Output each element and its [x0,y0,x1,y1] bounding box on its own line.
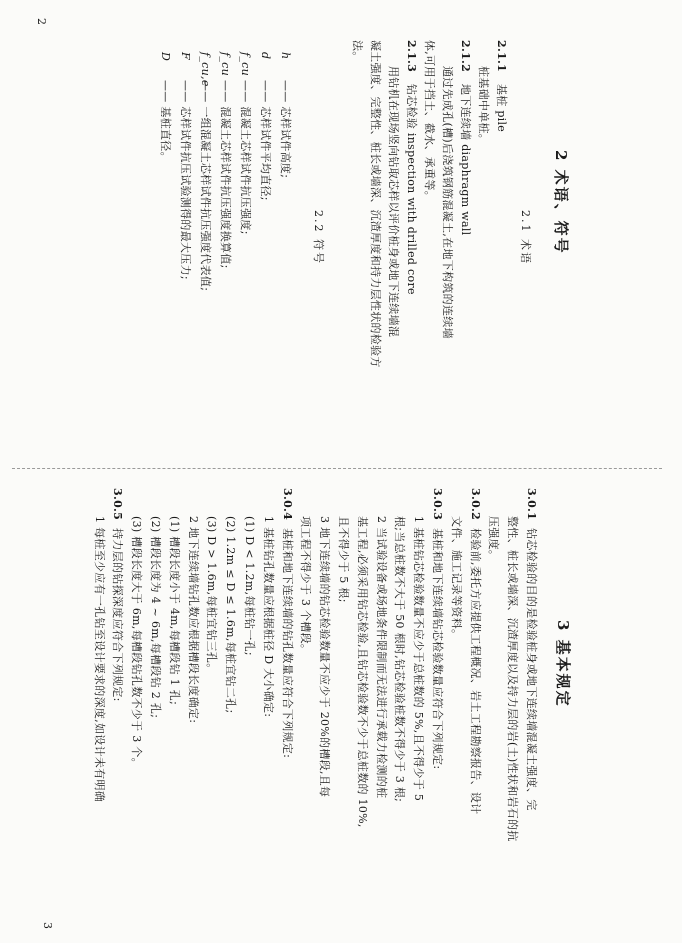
page-number: 2 [35,18,48,25]
clause-line [468,488,484,814]
clause-line [374,490,390,798]
clause-number: 2.1.3 [405,40,418,73]
clause-text: 检验前,委托方应提供工程概况、岩土工程勘察报告、设计 [468,528,482,815]
symbol: d [259,52,272,60]
term-heading: 基桩 pile [495,83,508,133]
term-2-1-1-body: 桩基础中单桩。 [477,66,490,146]
clause-line [411,490,427,801]
clause-line [223,490,239,713]
symbol-row [258,52,274,201]
symbol: D [159,52,172,62]
clause-line [261,490,277,717]
clause-text: (2) 1.2m ≤ D ≤ 1.6m,每桩宜钻二孔; [224,516,238,714]
symbol: f_cu [219,52,232,77]
symbol-description: —— 一组混凝土芯样试件抗压强度代表值; [199,80,212,292]
clause-text: 根;当总桩数不大于 50 根时,钻芯检验桩数不得少于 3 根; [393,516,407,803]
clause-number: 3.0.2 [468,488,482,521]
clause-number: 2.1.2 [459,40,472,73]
clause-number: 3.0.5 [111,488,125,521]
symbol-row [198,52,214,291]
clause-line [129,490,145,769]
chapter-3-title: 3 基本规定 [554,620,572,708]
symbol-row [278,52,294,178]
section-terms-heading: 2.1 术语 [519,210,532,265]
page-fold-divider [12,468,662,469]
clause-text: (1) D < 1.2m,每桩钻一孔; [243,516,256,656]
clause-text: 2 地下连续墙钻孔数应根据槽段长度确定: [186,516,200,724]
left-page [0,0,682,470]
chapter-2-title: 2 术语、符号 [552,150,570,255]
symbol-description: —— 基桩直径。 [159,80,172,163]
right-page [0,470,682,943]
clause-line [430,488,446,769]
clause-line [486,490,502,561]
term-2-1-3-body-line: 法。 [351,40,364,63]
symbol-row [178,52,194,280]
clause-text: 基桩和地下连续墙的钻孔数量应符合下列规定: [280,528,294,759]
clause-text: (2) 槽段长度为 4 ~ 6m,每槽段钻 2 孔; [149,516,162,719]
clause-line [92,490,108,802]
clause-text: 项工程不得少于 3 个槽段。 [299,516,313,656]
clause-line [298,490,314,655]
symbol-description: —— 芯样试件高度; [279,80,292,179]
clause-text: 基工程,必须采用钻芯检验,且钻芯检验数不少于总桩数的 10%, [355,516,369,828]
term-2-1-3-body-line: 用钻机在现场竖向钻取芯样以评价桩身或地下连续墙混 [387,66,400,338]
clause-number: 3.0.1 [525,488,538,521]
clause-text: 整性、桩长或墙深、沉渣厚度以及持力层的岩(土)性状和岩石的抗 [506,516,520,842]
term-2-1-2-heading [458,40,474,235]
clause-line [449,490,465,640]
symbol-row [218,52,234,269]
clause-text: 持力层的钻探深度应符合下列规定: [111,528,125,702]
clause-line [204,490,220,675]
clause-line [242,490,258,656]
symbol-row [238,52,254,235]
clause-number: 3.0.3 [431,488,444,521]
clause-line [280,488,296,758]
clause-number: 3.0.4 [280,488,294,521]
clause-line [148,490,164,718]
clause-number: 2.1.1 [495,40,508,73]
clause-text: 文件、施工记录等资料。 [449,516,463,641]
clause-line [317,490,333,797]
clause-line [110,488,126,702]
symbol-description: —— 混凝土芯样试件抗压强度; [239,80,252,235]
clause-text: 钻芯检验的目的是检验桩身或地下连续墙混凝土强度、完 [525,528,538,811]
term-2-1-3-heading [404,40,420,295]
clause-line [505,490,521,842]
clause-line [186,490,202,723]
clause-text: 1 每桩至少应有一孔钻至设计要求的深度,如设计未有明确 [92,516,106,803]
term-2-1-2-body-line: 体,可用于挡土、截水、承重等。 [423,40,436,202]
section-symbols-heading: 2.2 符号 [312,210,325,265]
symbol-description: —— 混凝土芯样试件抗压强度换算值; [219,80,232,269]
clause-line [167,490,183,705]
clause-text: 1 基桩钻芯检验数量不应少于总桩数的 5%,且不得少于 5 [412,516,426,802]
symbol-description: —— 芯样试件抗压试验测得的最大压力; [179,80,192,280]
term-2-1-1-heading [494,40,510,132]
term-heading: 钻芯检验 inspection with drilled core [405,83,418,295]
term-heading: 地下连续墙 diaphragm wall [459,83,472,236]
term-2-1-2-body-line: 通过先成孔(槽)后浇筑钢筋混凝土,在地下构筑的连续墙 [441,66,454,339]
clause-text: 且不得少于 5 根; [337,516,350,603]
clause-line [355,490,371,828]
symbol-description: —— 芯样试件平均直径; [259,80,272,201]
symbol: F [179,52,192,60]
term-2-1-3-body-line: 凝土强度、完整性、桩长或墙深、沉渣厚度和持力层性状的检验方 [369,40,382,368]
clause-line [524,488,540,811]
symbol: h [279,52,292,60]
clause-text: 2 当试验设备或场地条件限制而无法进行承载力检测的桩 [374,516,388,799]
clause-text: (3) 槽段长度大于 6m,每槽段钻孔数不少于 3 个。 [130,516,144,769]
symbol-row [158,52,174,163]
clause-text: (3) D > 1.6m,每桩宜钻三孔。 [205,516,219,675]
clause-text: (1) 槽段长度小于 4m,每槽段钻 1 孔; [167,516,181,706]
symbol: f_cu [239,52,252,77]
clause-text: 压强度。 [487,516,501,562]
clause-text: 3 地下连续墙的钻芯检验数量不应少于 20%的槽段,且每 [318,516,332,798]
clause-text: 基桩和地下连续墙钻芯检验数量应符合下列规定: [431,528,444,770]
symbol: f_cu,e [199,52,212,87]
clause-line [336,490,352,603]
page-number: 3 [41,922,54,929]
clause-text: 1 基桩钻孔数量应根据桩径 D 大小确定: [261,516,275,718]
clause-line [392,490,408,802]
